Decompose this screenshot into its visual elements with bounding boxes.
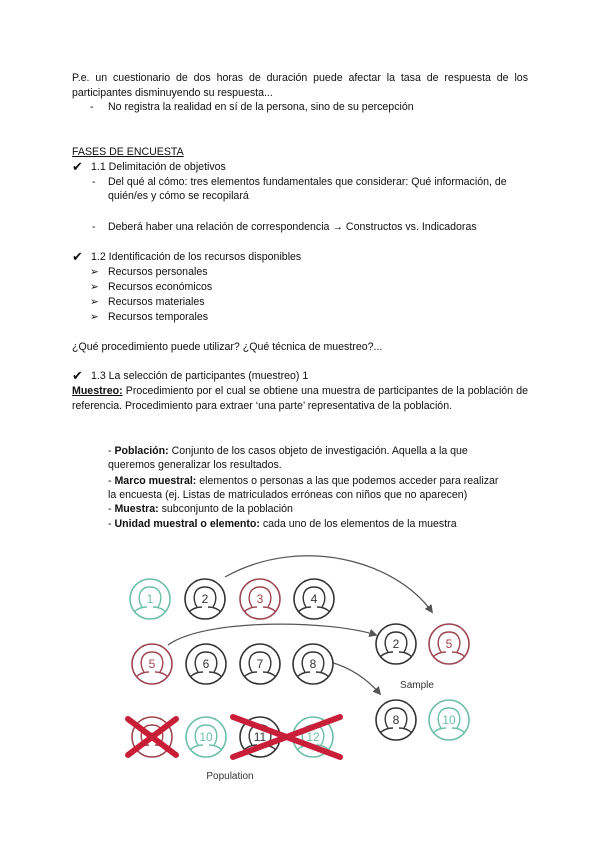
dash-marker: - [108,503,115,515]
person-number: 6 [202,657,210,671]
checkmark-icon: ✔ [72,159,83,174]
intro-bullet: No registra la realidad en sí de la persona, sino de su percepción [108,101,414,113]
arrow-bullet-icon: ➢ [90,266,99,278]
population-person [132,644,172,684]
phase1-item2: Deberá haber una relación de correspondencia → Constructos vs. Indicadoras [108,221,477,233]
phase1-item1-line2: quién/es y cómo se recopilará [108,190,249,202]
definition-term: Unidad muestral o elemento: [114,518,260,530]
population-person [240,644,280,684]
person-number: 7 [256,657,264,671]
population-person [186,644,226,684]
definition-text: cada uno de los elementos de la muestra [259,518,457,530]
dash-marker: - [92,176,96,188]
person-number: 12 [306,730,320,744]
definition-text: Conjunto de los casos objeto de investigación. Aquella a la que [168,445,468,457]
definition-term: Marco muestral: [114,475,197,487]
sample-person [376,700,416,740]
person-number: 11 [253,730,267,744]
definition-text: elementos o personas a las que podemos acceder para realizar [196,475,499,487]
population-person [130,579,170,619]
person-number: 10 [442,713,456,727]
definition-text: subconjunto de la población [158,503,293,515]
person-number: 8 [392,713,400,727]
intro-paragraph: P.e. un cuestionario de dos horas de duración puede afectar la tasa de respuesta de los participantes disminuyendo su respuesta... [72,72,528,99]
population-person [293,644,333,684]
dash-marker: - [92,221,96,233]
phase2-title: 1.2 Identificación de los recursos disponibles [91,251,302,263]
population-person [240,579,280,619]
section-title: FASES DE ENCUESTA [72,146,184,158]
sample-label: Sample [400,680,434,691]
resource-item: Recursos personales [108,266,208,278]
person-number: 1 [146,592,154,606]
person-number: 3 [256,592,264,606]
arrow-bullet-icon: ➢ [90,311,99,323]
population-person [185,579,225,619]
person-number: 4 [310,592,318,606]
definition-continuation: queremos generalizar los resultados. [108,459,282,471]
definition-term: Muestra: [114,503,159,515]
resource-item: Recursos materiales [108,296,205,308]
population-person [186,717,226,757]
population-person [294,579,334,619]
resource-item: Recursos temporales [108,311,209,323]
sample-arrow [330,662,380,694]
muestreo-text: Procedimiento por el cual se obtiene una muestra de participantes de la población de referencia. Procedimiento para extraer ‘una parte’ representativa de la población. [72,385,528,412]
arrow-bullet-icon: ➢ [90,296,99,308]
definition-term: Población: [114,445,169,457]
sample-arrow [168,624,376,645]
definition-continuation: la encuesta (ej. Listas de matriculados erróneas con niños que no aparecen) [108,489,468,501]
sample-person [429,700,469,740]
dash-marker: - [108,475,115,487]
dash-marker: - [108,518,115,530]
arrow-bullet-icon: ➢ [90,281,99,293]
person-number: 2 [201,592,209,606]
person-number: 5 [148,657,156,671]
person-number: 5 [445,637,453,651]
sample-person [376,624,416,664]
phase1-title: 1.1 Delimitación de objetivos [91,161,226,173]
resource-item: Recursos económicos [108,281,213,293]
muestreo-label: Muestreo: [72,385,123,397]
person-number: 2 [392,637,400,651]
question-text: ¿Qué procedimiento puede utilizar? ¿Qué técnica de muestreo?... [72,341,383,353]
checkmark-icon: ✔ [72,249,83,264]
phase3-title: 1.3 La selección de participantes (muestreo) 1 [91,370,309,382]
person-number: 10 [199,730,213,744]
dash-marker: - [90,101,94,113]
checkmark-icon: ✔ [72,368,83,383]
dash-marker: - [108,445,115,457]
phase1-item1-line1: Del qué al cómo: tres elementos fundamentales que considerar: Qué información, de [108,176,507,188]
population-label: Population [206,771,254,782]
sample-person [429,624,469,664]
person-number: 8 [309,657,317,671]
